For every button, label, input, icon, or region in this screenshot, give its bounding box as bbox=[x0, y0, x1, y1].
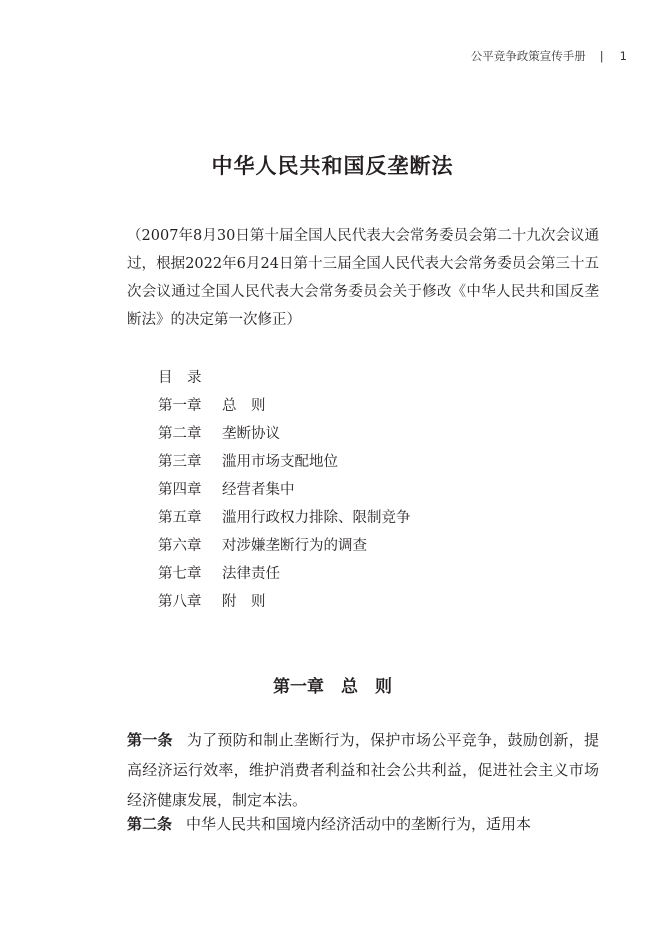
toc-chapter-number: 第二章 bbox=[158, 426, 202, 442]
toc-heading: 目 录 bbox=[158, 370, 202, 386]
page-number: 1 bbox=[619, 49, 627, 63]
toc-item bbox=[158, 560, 411, 588]
toc-chapter-title: 法律责任 bbox=[222, 566, 280, 582]
article-label: 第二条 bbox=[127, 815, 173, 833]
toc-item bbox=[158, 392, 411, 420]
toc-item bbox=[158, 504, 411, 532]
toc-item bbox=[158, 476, 411, 504]
toc-chapter-title: 总 则 bbox=[222, 398, 266, 414]
article-1 bbox=[127, 725, 599, 815]
book-title: 公平竞争政策宣传手册 bbox=[470, 49, 586, 63]
toc-chapter-number: 第四章 bbox=[158, 482, 202, 498]
toc-chapter-title: 经营者集中 bbox=[222, 482, 295, 498]
toc-chapter-number: 第八章 bbox=[158, 594, 202, 610]
toc-item bbox=[158, 532, 411, 560]
table-of-contents bbox=[158, 364, 411, 616]
toc-chapter-title: 垄断协议 bbox=[222, 426, 280, 442]
toc-item bbox=[158, 588, 411, 616]
article-text: 中华人民共和国境内经济活动中的垄断行为，适用本 bbox=[186, 815, 532, 833]
article-label: 第一条 bbox=[127, 731, 173, 749]
toc-chapter-number: 第五章 bbox=[158, 510, 202, 526]
toc-item bbox=[158, 420, 411, 448]
toc-chapter-number: 第六章 bbox=[158, 538, 202, 554]
toc-chapter-title: 对涉嫌垄断行为的调查 bbox=[222, 538, 367, 554]
toc-chapter-title: 滥用市场支配地位 bbox=[222, 454, 338, 470]
header-separator: | bbox=[599, 49, 604, 63]
toc-chapter-title: 附 则 bbox=[222, 594, 266, 610]
toc-chapter-number: 第一章 bbox=[158, 398, 202, 414]
toc-chapter-number: 第七章 bbox=[158, 566, 202, 582]
chapter-heading: 第一章 总 则 bbox=[273, 677, 392, 697]
toc-item bbox=[158, 448, 411, 476]
document-title: 中华人民共和国反垄断法 bbox=[211, 153, 454, 178]
article-text: 为了预防和制止垄断行为，保护市场公平竞争，鼓励创新，提高经济运行效率，维护消费者利益和社会公共利益，促进社会主义市场经济健康发展，制定本法。 bbox=[127, 731, 599, 809]
toc-chapter-title: 滥用行政权力排除、限制竞争 bbox=[222, 510, 411, 526]
article-2 bbox=[127, 809, 599, 839]
enactment-note: （2007年8月30日第十届全国人民代表大会常务委员会第二十九次会议通过，根据2022年6月24日第十三届全国人民代表大会常务委员会第三十五次会议通过全国人民代表大会常务委员会关于修改《中华人民共和国反垄断法》的决定第一次修正） bbox=[127, 228, 599, 328]
running-header bbox=[471, 48, 627, 64]
toc-chapter-number: 第三章 bbox=[158, 454, 202, 470]
